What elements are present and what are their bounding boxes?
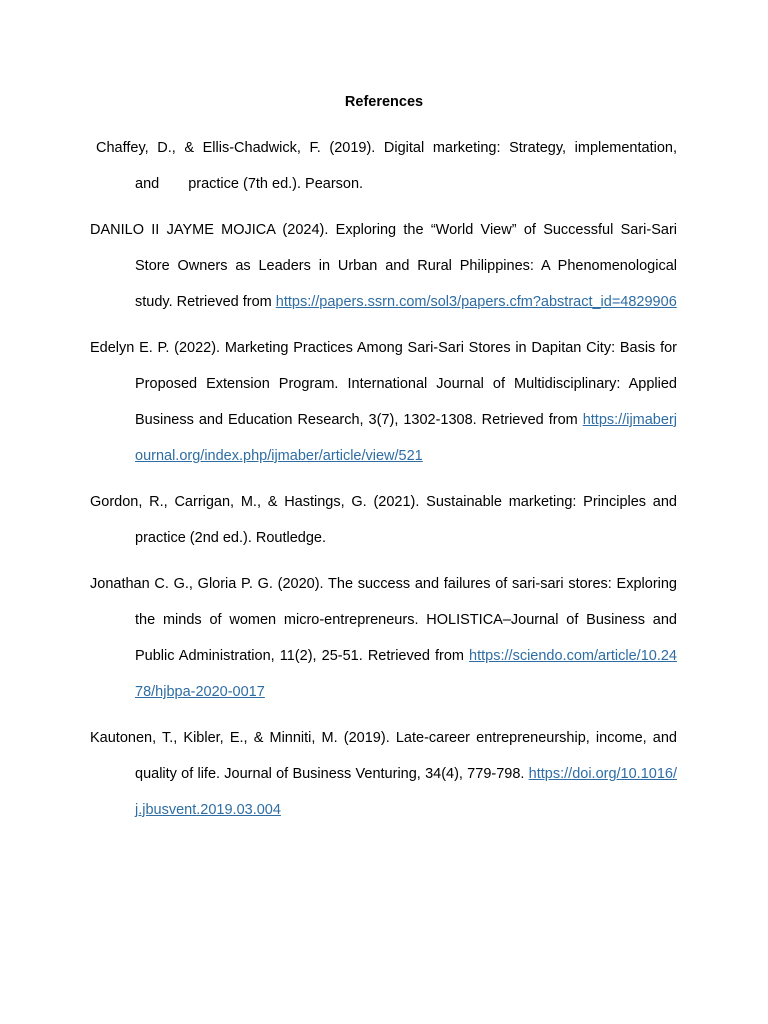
reference-entry (90, 720, 677, 828)
reference-text: Chaffey, D., & Ellis-Chadwick, F. (2019). Digital marketing: Strategy, implementation, and practice (7th ed.). Pearson. (96, 140, 677, 192)
reference-text: Jonathan C. G., Gloria P. G. (2020). The success and failures of sari-sari stores: Exploring the minds of women micro-entrepreneurs. HOLISTICA–Journal of Business and Public Administration, 11(2), 25-51. Retrieved from (90, 576, 677, 664)
reference-entry (90, 212, 677, 320)
reference-entry (90, 130, 677, 202)
reference-link[interactable]: https://ijmaberjournal.org/index.php/ijmaber/article/view/521 (135, 412, 677, 464)
reference-text: Gordon, R., Carrigan, M., & Hastings, G. (2021). Sustainable marketing: Principles and practice (2nd ed.). Routledge. (90, 494, 677, 546)
reference-link[interactable]: https://sciendo.com/article/10.2478/hjbpa-2020-0017 (135, 648, 677, 700)
reference-entry (90, 484, 677, 556)
reference-list (90, 130, 677, 838)
reference-text: DANILO II JAYME MOJICA (2024). Exploring the “World View” of Successful Sari-Sari Store Owners as Leaders in Urban and Rural Philippines: A Phenomenological study. Retrieved from (90, 222, 677, 310)
reference-entry (90, 330, 677, 474)
reference-text: Edelyn E. P. (2022). Marketing Practices Among Sari-Sari Stores in Dapitan City: Basis for Proposed Extension Program. International Journal of Multidisciplinary: Applied Business and Education Research, 3(7), 1302-1308. Retrieved from (90, 340, 677, 428)
reference-entry (90, 566, 677, 710)
reference-link[interactable]: https://doi.org/10.1016/j.jbusvent.2019.03.004 (135, 766, 677, 818)
references-heading: References (344, 94, 424, 110)
reference-text: Kautonen, T., Kibler, E., & Minniti, M. (2019). Late-career entrepreneurship, income, and quality of life. Journal of Business Venturing, 34(4), 779-798. (90, 730, 677, 782)
reference-link[interactable]: https://papers.ssrn.com/sol3/papers.cfm?abstract_id=4829906 (275, 294, 677, 310)
